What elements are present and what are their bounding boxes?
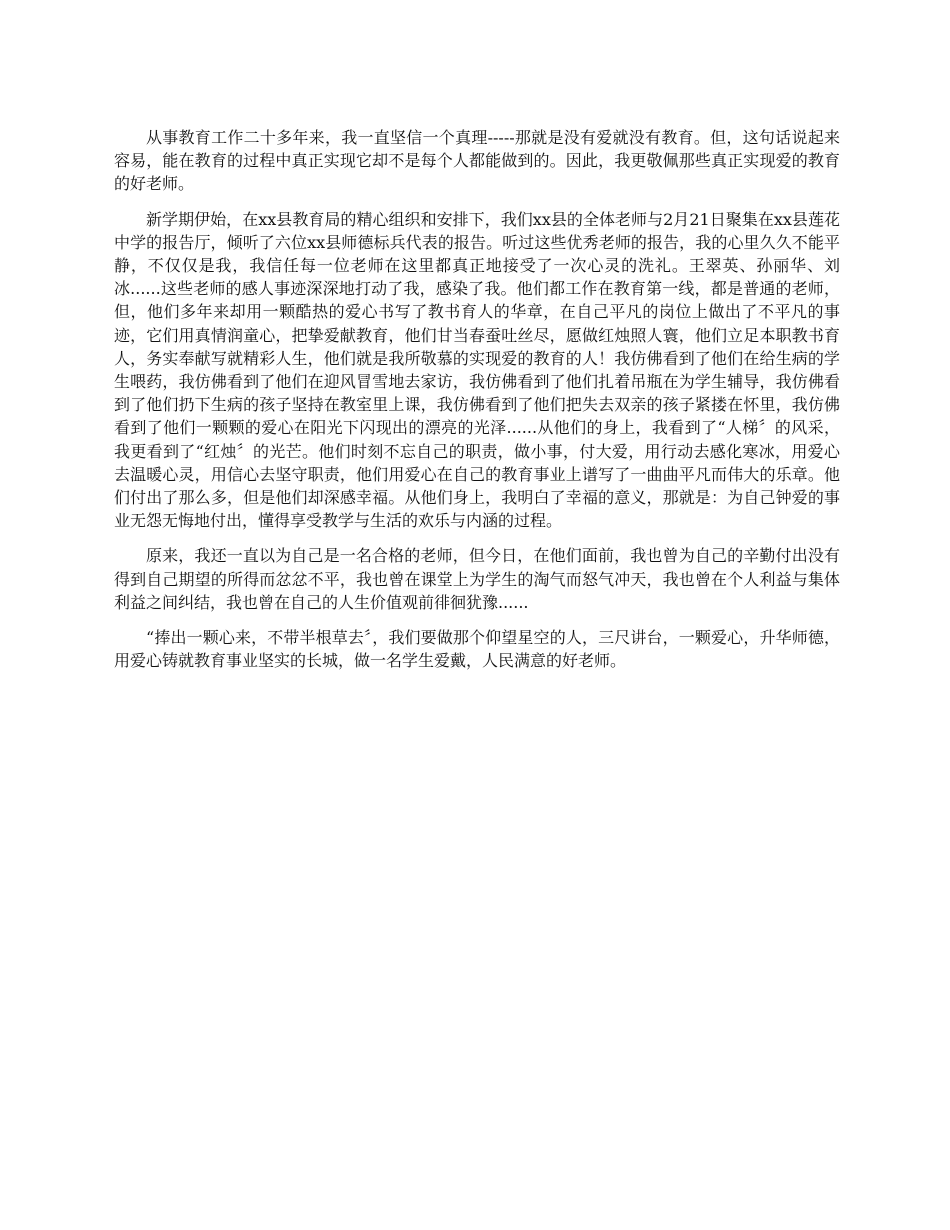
paragraph-4: “捧出一颗心来，不带半根草去〞，我们要做那个仰望星空的人，三尺讲台，一颗爱心，升华师德，用爱心铸就教育事业坚实的长城，做一名学生爱戴，人民满意的好老师。 (114, 628, 840, 671)
document-body (114, 126, 840, 684)
paragraph-3: 原来，我还一直以为自己是一名合格的老师，但今日，在他们面前，我也曾为自己的辛勤付出没有得到自己期望的所得而忿忿不平，我也曾在课堂上为学生的淘气而怒气冲天，我也曾在个人利益与集体利益之间纠结，我也曾在自己的人生价值观前徘徊犹豫...... (114, 546, 840, 612)
paragraph-1: 从事教育工作二十多年来，我一直坚信一个真理-----那就是没有爱就没有教育。但，这句话说起来容易，能在教育的过程中真正实现它却不是每个人都能做到的。因此，我更敬佩那些真正实现爱的教育的好老师。 (114, 128, 840, 194)
paragraph-2: 新学期伊始，在xx县教育局的精心组织和安排下，我们xx县的全体老师与2月21日聚集在xx县莲花中学的报告厅，倾听了六位xx县师德标兵代表的报告。听过这些优秀老师的报告，我的心里久久不能平静，不仅仅是我，我信任每一位老师在这里都真正地接受了一次心灵的洗礼。王翠英、孙丽华、刘冰......这些老师的感人事迹深深地打动了我，感染了我。他们都工作在教育第一线，都是普通的老师，但，他们多年来却用一颗酷热的爱心书写了教书育人的华章，在自己平凡的岗位上做出了不平凡的事迹，它们用真情润童心，把挚爱献教育，他们甘当春蚕吐丝尽，愿做红烛照人寰，他们立足本职教书育人，务实奉献写就精彩人生，他们就是我所敬慕的实现爱的教育的人！我仿佛看到了他们在给生病的学生喂药，我仿佛看到了他们在迎风冒雪地去家访，我仿佛看到了他们扎着吊瓶在为学生辅导，我仿佛看到了他们扔下生病的孩子坚持在教室里上课，我仿佛看到了他们把失去双亲的孩子紧搂在怀里，我仿佛看到了他们一颗颗的爱心在阳光下闪现出的漂亮的光泽......从他们的身上，我看到了“人梯〞的风采，我更看到了“红烛〞的光芒。他们时刻不忘自己的职责，做小事，付大爱，用行动去感化寒冰，用爱心去温暖心灵，用信心去坚守职责，他们用爱心在自己的教育事业上谱写了一曲曲平凡而伟大的乐章。他们付出了那么多，但是他们却深感幸福。从他们身上，我明白了幸福的意义，那就是：为自己钟爱的事业无怨无悔地付出，懂得享受教学与生活的欢乐与内涵的过程。 (114, 209, 840, 531)
